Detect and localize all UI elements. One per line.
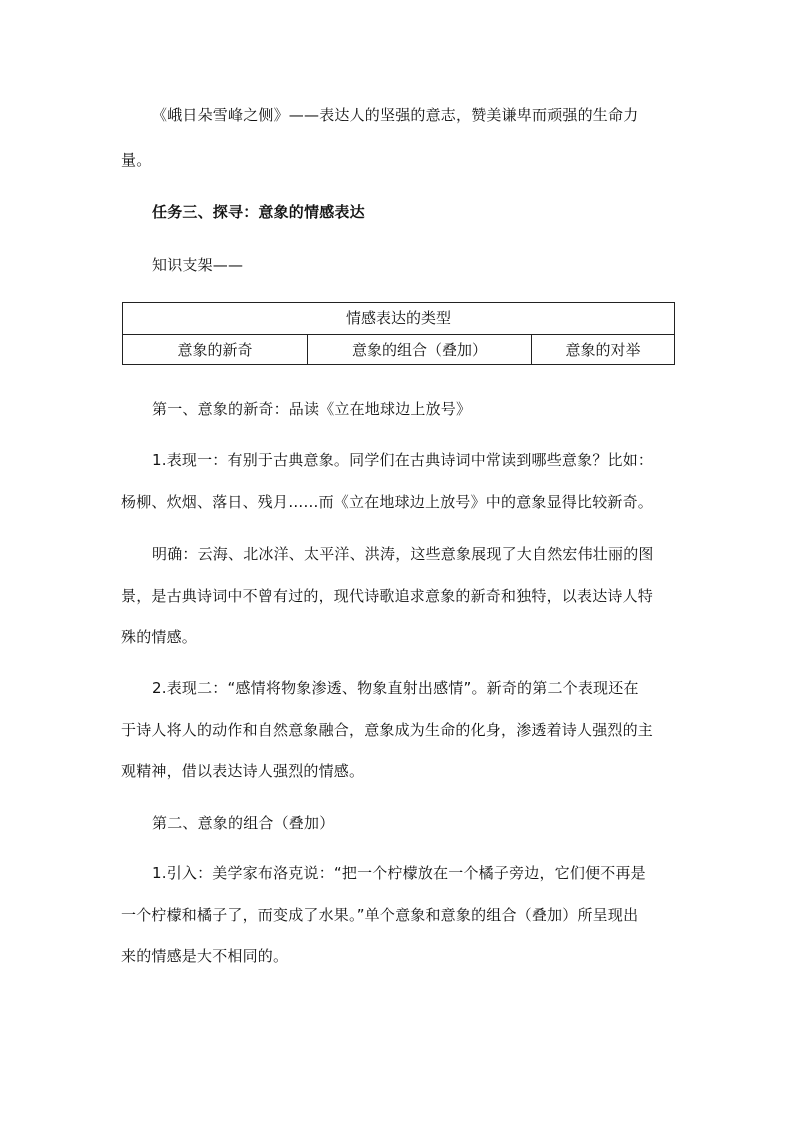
- sec1-item2-line-3: 观精神，借以表达诗人强烈的情感。: [121, 762, 365, 780]
- section2-heading: 第二、意象的组合（叠加）: [152, 814, 335, 832]
- sec1-clarify-line-3: 殊的情感。: [121, 628, 198, 646]
- sec1-item2-line-2: 于诗人将人的动作和自然意象融合，意象成为生命的化身，渗透着诗人强烈的主: [121, 721, 654, 739]
- sec1-clarify-line-2: 景，是古典诗词中不曾有过的，现代诗歌追求意象的新奇和独特，以表达诗人特: [121, 587, 654, 605]
- table-cell-contrast: 意象的对举: [565, 341, 641, 359]
- paragraph-summary-line-1: 《峨日朵雪峰之侧》——表达人的坚强的意志，赞美谦卑而顽强的生命力: [152, 106, 639, 124]
- sec2-item1-line-1: 1.引入：美学家布洛克说：“把一个柠檬放在一个橘子旁边，它们便不再是: [152, 864, 646, 882]
- task3-heading: 任务三、探寻：意象的情感表达: [152, 203, 365, 221]
- sec1-clarify-line-1: 明确：云海、北冰洋、太平洋、洪涛，这些意象展现了大自然宏伟壮丽的图: [152, 545, 654, 563]
- section1-heading: 第一、意象的新奇：品读《立在地球边上放号》: [152, 400, 472, 418]
- table-cell-combination: 意象的组合（叠加）: [308, 335, 532, 365]
- sec1-item2-line-1: 2.表现二：“感情将物象渗透、物象直射出感情”。新奇的第二个表现还在: [152, 679, 639, 697]
- knowledge-scaffold-label: 知识支架——: [152, 256, 244, 274]
- sec2-item1-line-3: 来的情感是大不相同的。: [121, 947, 289, 965]
- sec1-item1-line-1: 1.表现一：有别于古典意象。同学们在古典诗词中常读到哪些意象？比如：: [152, 451, 654, 469]
- emotion-types-table: [122, 302, 675, 365]
- sec1-item1-line-2: 杨柳、炊烟、落日、残月……而《立在地球边上放号》中的意象显得比较新奇。: [121, 493, 654, 511]
- table-cell-novelty: 意象的新奇: [123, 335, 308, 365]
- paragraph-summary-line-2: 量。: [121, 151, 152, 169]
- sec2-item1-line-2: 一个柠檬和橘子了，而变成了水果。”单个意象和意象的组合（叠加）所呈现出: [121, 906, 639, 924]
- table-header: 情感表达的类型: [123, 303, 674, 335]
